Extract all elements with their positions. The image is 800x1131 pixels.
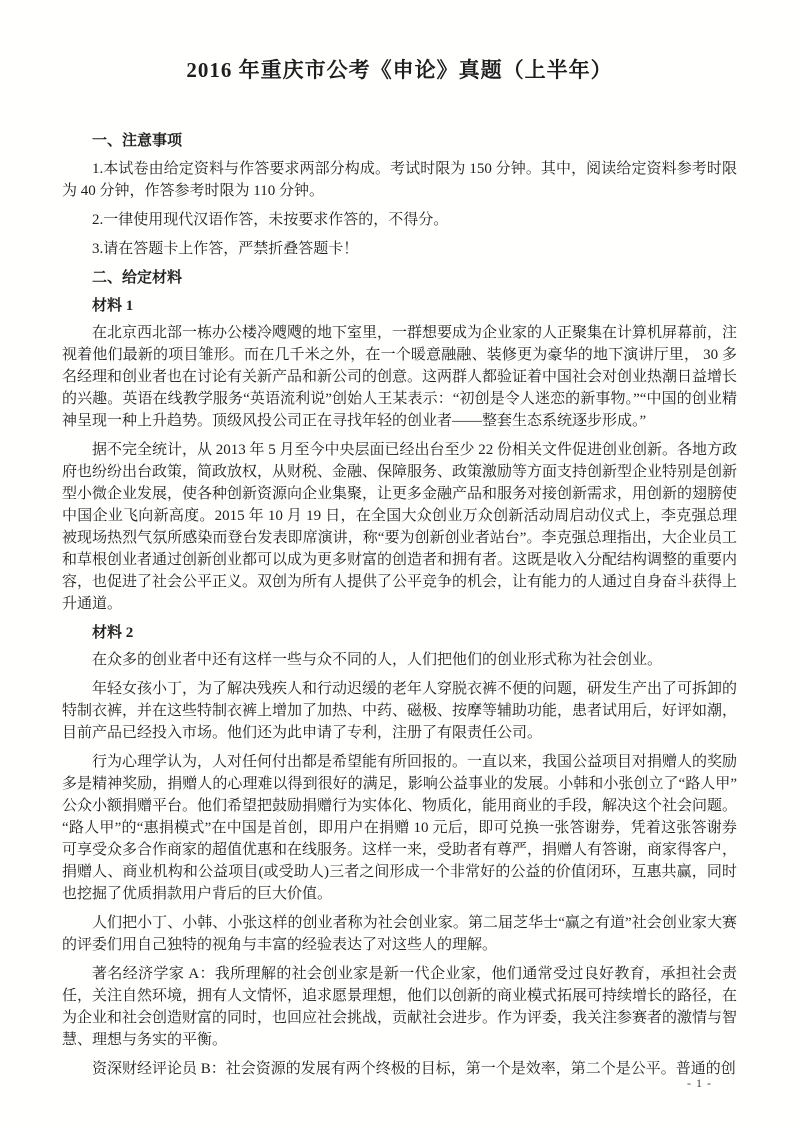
notice-item-2: 2.一律使用现代汉语作答，未按要求作答的，不得分。: [92, 212, 449, 228]
notice-section-heading: 一、注意事项: [92, 133, 183, 149]
material-2-label: 材料 2: [92, 625, 134, 641]
material-1-label: 材料 1: [92, 298, 134, 314]
material-1-paragraph-1: 在北京西北部一栋办公楼冷飕飕的地下室里，一群想要成为企业家的人正聚集在计算机屏幕前，注视着他们最新的项目雏形。而在几千米之外，在一个暖意融融、装修更为豪华的地下演讲厅里， 30 多名经理和创业者也在讨论有关新产品和新公司的创意。这两群人都验证着中国社会对创业热潮日益增长的兴趣。英语在线教学服务“英语流利说”创始人王某表示：“初创是令人迷恋的新事物。”“中国的创业精神呈现一种上升趋势。顶级风投公司正在寻找年轻的创业者——整套生态系统逐步形成。”: [62, 325, 738, 429]
notice-item-1: 1.本试卷由给定资料与作答要求两部分构成。考试时限为 150 分钟。其中，阅读给定资料参考时限为 40 分钟，作答参考时限为 110 分钟。: [62, 161, 737, 199]
material-2-paragraph-2: 年轻女孩小丁，为了解决残疾人和行动迟缓的老年人穿脱衣裤不便的问题，研发生产出了可拆卸的特制衣裤，并在这些特制衣裤上增加了加热、中药、磁极、按摩等辅助功能，患者试用后，好评如潮，目前产品已经投入市场。他们还为此申请了专利，注册了有限责任公司。: [62, 681, 738, 741]
notice-item-3: 3.请在答题卡上作答，严禁折叠答题卡！: [92, 241, 359, 257]
material-1-paragraph-2: 据不完全统计，从 2013 年 5 月至今中央层面已经出台至少 22 份相关文件促进创业创新。各地方政府也纷纷出台政策，简政放权，从财税、金融、保障服务、政策激励等方面支持创新型企业特别是创新型小微企业发展，使各种创新资源向企业集聚，让更多金融产品和服务对接创新需求，用创新的翅膀使中国企业飞向新高度。2015 年 10 月 19 日，在全国大众创业万众创新活动周启动仪式上，李克强总理被现场热烈气氛所感染而登台发表即席演讲，称“要为创新创业者站台”。李克强总理指出，大企业员工和草根创业者通过创新创业都可以成为更多财富的创造者和拥有者。这既是收入分配结构调整的重要内容，也促进了社会公平正义。双创为所有人提供了公平竞争的机会，让有能力的人通过自身奋斗获得上升通道。: [62, 442, 738, 612]
materials-section-heading: 二、给定材料: [92, 270, 183, 286]
page-number: - 1 -: [687, 1076, 712, 1090]
material-2-paragraph-1: 在众多的创业者中还有这样一些与众不同的人，人们把他们的创业形式称为社会创业。: [92, 652, 663, 668]
material-2-paragraph-3: 行为心理学认为，人对任何付出都是希望能有所回报的。一直以来，我国公益项目对捐赠人的奖励多是精神奖励，捐赠人的心理难以得到很好的满足，影响公益事业的发展。小韩和小张创立了“路人甲”公众小额捐赠平台。他们希望把鼓励捐赠行为实体化、物质化，能用商业的手段，解决这个社会问题。“路人甲”的“惠捐模式”在中国是首创，即用户在捐赠 10 元后，即可兑换一张答谢券，凭着这张答谢券可享受众多合作商家的超值优惠和在线服务。这样一来，受助者有尊严，捐赠人有答谢，商家得客户，捐赠人、商业机构和公益项目(或受助人)三者之间形成一个非常好的公益的价值闭环，互惠共赢，同时也挖掘了优质捐款用户背后的巨大价值。: [62, 754, 738, 902]
material-2-paragraph-6: 资深财经评论员 B：社会资源的发展有两个终极的目标，第一个是效率，第二个是公平。普通的创: [92, 1061, 736, 1077]
page-title: 2016 年重庆市公考《申论》真题（上半年）: [186, 58, 613, 82]
material-2-paragraph-5: 著名经济学家 A：我所理解的社会创业家是新一代企业家，他们通常受过良好教育，承担社会责任，关注自然环境，拥有人文情怀，追求愿景理想，他们以创新的商业模式拓展可持续增长的路径，在为企业和社会创造财富的同时，也回应社会挑战，贡献社会进步。作为评委，我关注参赛者的激情与智慧、理想与务实的平衡。: [62, 966, 738, 1048]
material-2-paragraph-4: 人们把小丁、小韩、小张这样的创业者称为社会创业家。第二届芝华士“赢之有道”社会创业家大赛的评委们用自己独特的视角与丰富的经验表达了对这些人的理解。: [62, 915, 737, 953]
